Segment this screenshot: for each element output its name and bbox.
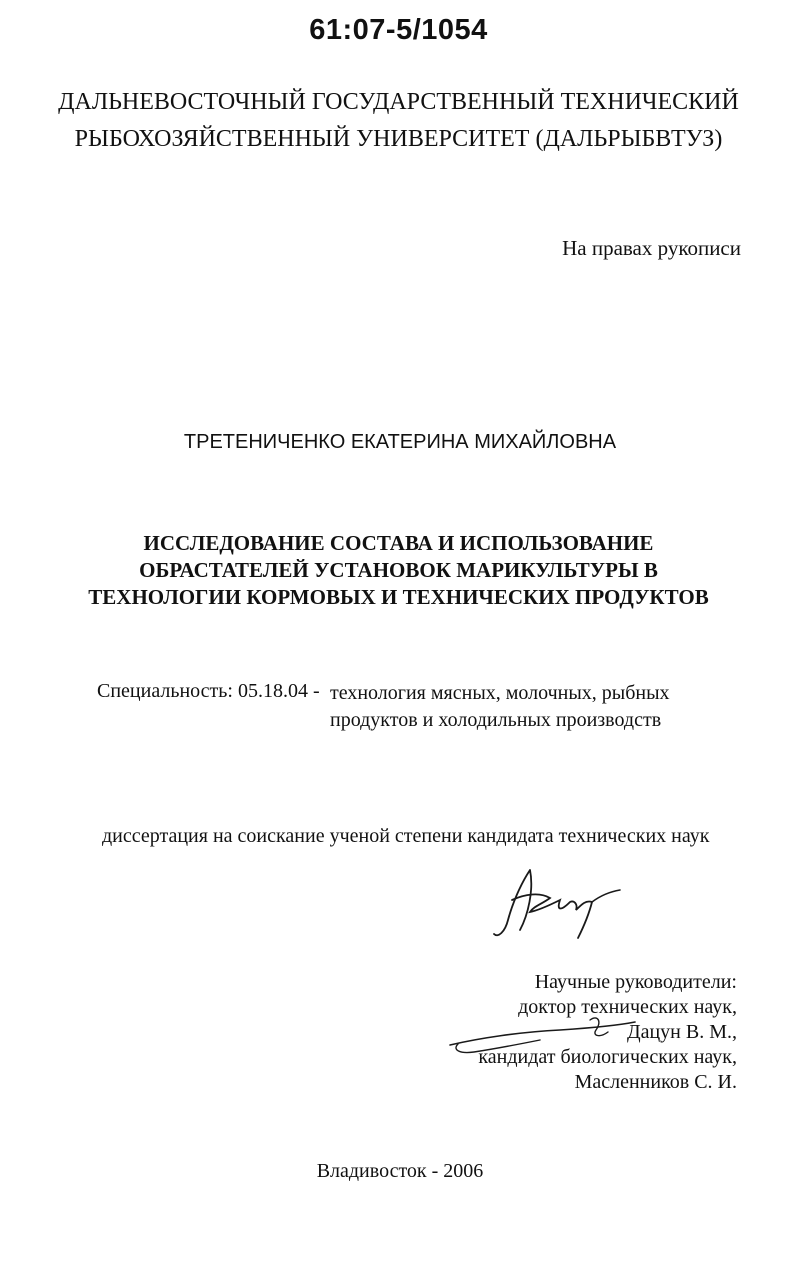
specialty-value: [330, 680, 670, 734]
specialty-label: Специальность: 05.18.04 -: [97, 680, 320, 702]
university-line-2: РЫБОХОЗЯЙСТВЕННЫЙ УНИВЕРСИТЕТ (ДАЛЬРЫБВТУЗ): [74, 126, 723, 152]
supervisor-2-name: Масленников С. И.: [574, 1071, 737, 1093]
specialty-value-line-1: технология мясных, молочных, рыбных: [330, 682, 670, 704]
title-line-3: ТЕХНОЛОГИИ КОРМОВЫХ И ТЕХНИЧЕСКИХ ПРОДУКТОВ: [88, 585, 709, 609]
author-signature: [490, 860, 630, 945]
specialty-value-line-2: продуктов и холодильных производств: [330, 709, 662, 731]
degree-statement: диссертация на соискание ученой степени кандидата технических наук: [102, 825, 710, 847]
supervisor-2-degree: кандидат биологических наук,: [478, 1046, 737, 1068]
university-line-1: ДАЛЬНЕВОСТОЧНЫЙ ГОСУДАРСТВЕННЫЙ ТЕХНИЧЕСКИЙ: [58, 89, 739, 115]
title-line-1: ИССЛЕДОВАНИЕ СОСТАВА И ИСПОЛЬЗОВАНИЕ: [143, 531, 654, 555]
supervisors-heading: Научные руководители:: [534, 971, 737, 993]
rights-note: На правах рукописи: [562, 236, 741, 260]
university-name: [0, 84, 797, 158]
dissertation-title: [0, 530, 797, 611]
supervisor-1-name: Дацун В. М.,: [626, 1021, 737, 1043]
title-line-2: ОБРАСТАТЕЛЕЙ УСТАНОВОК МАРИКУЛЬТУРЫ В: [139, 558, 658, 582]
author-name: ТРЕТЕНИЧЕНКО ЕКАТЕРИНА МИХАЙЛОВНА: [183, 431, 617, 453]
supervisor-1-degree: доктор технических наук,: [518, 996, 737, 1018]
supervisors-block: [478, 970, 737, 1095]
document-code: 61:07-5/1054: [309, 14, 488, 46]
city-year: Владивосток - 2006: [316, 1160, 484, 1182]
